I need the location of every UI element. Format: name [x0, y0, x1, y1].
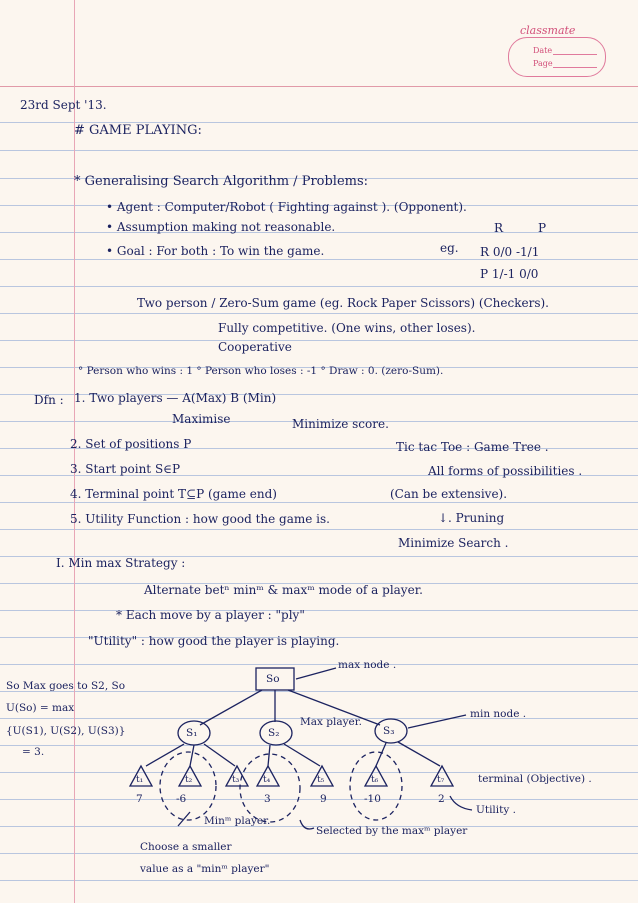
- t3-label: t₃: [232, 775, 240, 785]
- edge-s2-t4: [268, 745, 270, 766]
- agent-line: • Agent : Computer/Robot ( Fighting against ). (Opponent).: [106, 200, 467, 214]
- goal-line: • Goal : For both : To win the game.: [106, 244, 325, 258]
- each-move-line: * Each move by a player : "ply": [116, 608, 305, 622]
- cooperative-line: Cooperative: [218, 340, 292, 354]
- s2-label: S₂: [268, 727, 280, 739]
- def-item-1: 1. Two players — A(Max) B (Min): [74, 391, 277, 405]
- max-goes-note: So Max goes to S2, So: [6, 680, 126, 692]
- min-node-label: min node .: [470, 708, 527, 720]
- min-search-note: Minimize Search .: [398, 536, 509, 550]
- edge-s3-t7: [398, 742, 440, 766]
- min-player-label: Minᵐ player.: [204, 815, 271, 827]
- all-forms-note: All forms of possibilities .: [428, 464, 583, 478]
- t4-value: 3: [264, 793, 271, 805]
- page-label: Page: [533, 59, 553, 68]
- pruning-note: ↓. Pruning: [438, 511, 505, 525]
- minimize-score-label: Minimize score.: [292, 417, 389, 431]
- def-item-4: 4. Terminal point T⊆P (game end): [70, 487, 277, 501]
- rps-col-p: P: [538, 221, 547, 235]
- s1-label: S₁: [186, 727, 198, 739]
- max-node-arrow: [296, 668, 336, 679]
- selected-group-s2: [240, 754, 300, 822]
- t1-value: 7: [136, 793, 143, 805]
- choose-line-2: value as a "minᵐ player": [140, 863, 270, 875]
- assumption-line: • Assumption making not reasonable.: [106, 220, 336, 234]
- root-label: So: [266, 673, 280, 685]
- selected-arrow: [300, 820, 314, 829]
- section-heading: * Generalising Search Algorithm / Problems:: [74, 174, 369, 189]
- rps-row-2: P 1/-1 0/0: [480, 267, 539, 281]
- def-item-2: 2. Set of positions P: [70, 437, 192, 451]
- date-note: 23rd Sept '13.: [20, 98, 107, 112]
- extensive-note: (Can be extensive).: [390, 487, 508, 501]
- edge-root-s1: [200, 690, 262, 725]
- rps-col-r: R: [494, 221, 504, 235]
- s3-label: S₃: [383, 725, 395, 737]
- t7-value: 2: [438, 793, 445, 805]
- def-item-5: 5. Utility Function : how good the game is.: [70, 512, 330, 526]
- t1-label: t₁: [136, 775, 144, 785]
- max-node-label: max node .: [338, 659, 397, 671]
- definition-label: Dfn :: [34, 393, 64, 407]
- eg-label: eg.: [440, 241, 459, 255]
- t4-label: t₄: [263, 775, 271, 785]
- edge-s1-t2: [190, 745, 194, 766]
- utility-arrow: [450, 796, 472, 810]
- date-label: Date: [533, 46, 553, 55]
- t5-label: t₅: [317, 775, 325, 785]
- def-item-3: 3. Start point S∈P: [70, 462, 181, 476]
- rps-row-1: R 0/0 -1/1: [480, 245, 540, 259]
- u-result-note: = 3.: [22, 746, 45, 758]
- tictactoe-note: Tic tac Toe : Game Tree .: [396, 440, 549, 454]
- edge-s1-t1: [146, 744, 184, 766]
- two-person-line: Two person / Zero-Sum game (eg. Rock Paper Scissors) (Checkers).: [137, 296, 549, 310]
- minmax-heading: I. Min max Strategy :: [56, 556, 186, 570]
- fully-competitive-line: Fully competitive. (One wins, other loses).: [218, 321, 476, 335]
- max-player-label: Max player.: [300, 716, 362, 728]
- u-set-note: {U(S1), U(S2), U(S3)}: [6, 725, 126, 737]
- t6-value: -10: [364, 793, 381, 805]
- maximise-label: Maximise: [172, 412, 231, 426]
- utility-line: "Utility" : how good the player is playing.: [88, 634, 340, 648]
- t2-label: t₂: [185, 775, 193, 785]
- terminal-objective-label: terminal (Objective) .: [478, 773, 592, 785]
- min-node-arrow: [408, 715, 466, 728]
- choose-line-1: Choose a smaller: [140, 841, 232, 853]
- scores-line: ° Person who wins : 1 ° Person who loses : -1 ° Draw : 0. (zero-Sum).: [78, 365, 444, 377]
- t2-value: -6: [176, 793, 187, 805]
- t7-label: t₇: [437, 775, 445, 785]
- page-title: # GAME PLAYING:: [74, 123, 202, 138]
- edge-s3-t6: [376, 743, 386, 766]
- edge-s1-t3: [204, 744, 235, 766]
- alternate-line: Alternate betⁿ minᵐ & maxᵐ mode of a player.: [144, 583, 423, 597]
- t6-label: t₆: [371, 775, 379, 785]
- utility-label: Utility .: [476, 804, 516, 816]
- u-so-note: U(So) = max: [6, 702, 75, 714]
- brand-logo: classmate: [520, 24, 576, 37]
- t5-value: 9: [320, 793, 327, 805]
- selected-label: Selected by the maxᵐ player: [316, 825, 468, 837]
